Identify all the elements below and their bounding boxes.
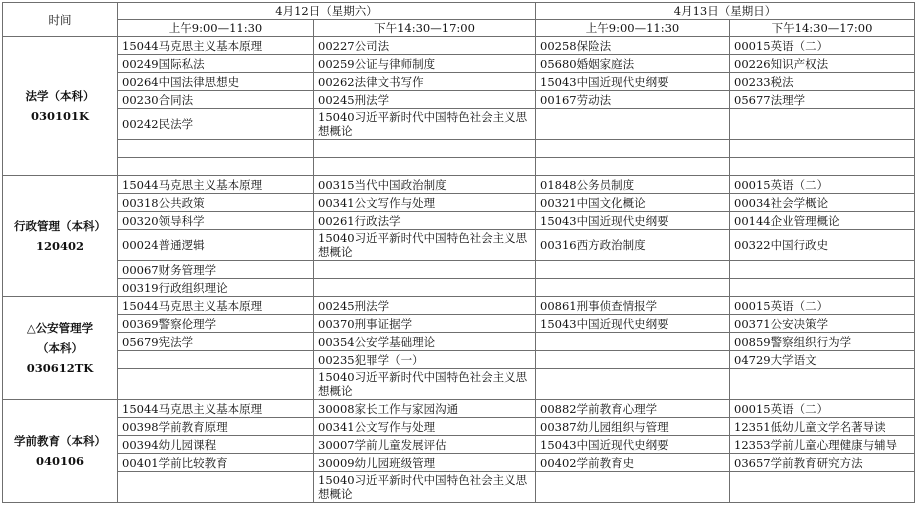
course-cell: 00341公文写作与处理 xyxy=(314,194,536,212)
course-cell: 00261行政法学 xyxy=(314,212,536,230)
day1-pm-header: 下午14:30—17:00 xyxy=(314,20,536,37)
course-cell: 00370刑事证据学 xyxy=(314,315,536,333)
table-row xyxy=(3,194,915,212)
course-cell: 00167劳动法 xyxy=(536,91,730,109)
course-cell: 00258保险法 xyxy=(536,37,730,55)
table-row xyxy=(3,333,915,351)
course-cell: 00235犯罪学（一） xyxy=(314,351,536,369)
course-cell: 00859警察组织行为学 xyxy=(730,333,915,351)
major-name: 法学（本科） xyxy=(25,89,95,103)
course-cell xyxy=(118,158,314,176)
day1-header: 4月12日（星期六） xyxy=(118,3,536,20)
time-header: 时间 xyxy=(3,3,118,37)
major-code: 040106 xyxy=(35,454,84,468)
table-row xyxy=(3,73,915,91)
course-cell: 15040习近平新时代中国特色社会主义思想概论 xyxy=(314,230,536,261)
table-row xyxy=(3,158,915,176)
course-cell: 01848公务员制度 xyxy=(536,176,730,194)
course-cell xyxy=(730,140,915,158)
day1-am-header: 上午9:00—11:30 xyxy=(118,20,314,37)
course-cell: 00319行政组织理论 xyxy=(118,279,314,297)
table-row xyxy=(3,436,915,454)
course-cell xyxy=(118,472,314,503)
course-cell: 03657学前教育研究方法 xyxy=(730,454,915,472)
day2-am-header: 上午9:00—11:30 xyxy=(536,20,730,37)
course-cell xyxy=(536,369,730,400)
course-cell: 00015英语（二） xyxy=(730,400,915,418)
course-cell xyxy=(314,158,536,176)
major-name: 学前教育（本科） xyxy=(14,434,106,448)
course-cell: 04729大学语文 xyxy=(730,351,915,369)
course-cell: 00227公司法 xyxy=(314,37,536,55)
course-cell xyxy=(118,140,314,158)
table-row xyxy=(3,212,915,230)
course-cell: 00320领导科学 xyxy=(118,212,314,230)
course-cell: 15040习近平新时代中国特色社会主义思想概论 xyxy=(314,109,536,140)
major-cell xyxy=(3,176,118,297)
course-cell xyxy=(314,279,536,297)
course-cell xyxy=(730,158,915,176)
major-name: 行政管理（本科） xyxy=(14,219,106,233)
course-cell: 30007学前儿童发展评估 xyxy=(314,436,536,454)
course-cell: 30009幼儿园班级管理 xyxy=(314,454,536,472)
course-cell: 12351低幼儿童文学名著导读 xyxy=(730,418,915,436)
major-name: △公安管理学 xyxy=(26,321,94,335)
table-row xyxy=(3,351,915,369)
table-row xyxy=(3,176,915,194)
course-cell: 15044马克思主义基本原理 xyxy=(118,297,314,315)
table-row xyxy=(3,297,915,315)
course-cell: 15043中国近现代史纲要 xyxy=(536,315,730,333)
course-cell: 15043中国近现代史纲要 xyxy=(536,212,730,230)
table-row xyxy=(3,315,915,333)
course-cell: 05680婚姻家庭法 xyxy=(536,55,730,73)
course-cell xyxy=(730,109,915,140)
table-row xyxy=(3,418,915,436)
course-cell: 00322中国行政史 xyxy=(730,230,915,261)
table-row xyxy=(3,454,915,472)
course-cell: 00034社会学概论 xyxy=(730,194,915,212)
course-cell xyxy=(536,158,730,176)
course-cell: 00226知识产权法 xyxy=(730,55,915,73)
course-cell: 00398学前教育原理 xyxy=(118,418,314,436)
course-cell: 00369警察伦理学 xyxy=(118,315,314,333)
table-row xyxy=(3,109,915,140)
course-cell: 00249国际私法 xyxy=(118,55,314,73)
major-cell xyxy=(3,297,118,400)
course-cell xyxy=(730,369,915,400)
table-row xyxy=(3,140,915,158)
course-cell: 00387幼儿园组织与管理 xyxy=(536,418,730,436)
course-cell: 00315当代中国政治制度 xyxy=(314,176,536,194)
course-cell: 30008家长工作与家园沟通 xyxy=(314,400,536,418)
table-row xyxy=(3,37,915,55)
course-cell: 15040习近平新时代中国特色社会主义思想概论 xyxy=(314,472,536,503)
major-cell xyxy=(3,400,118,503)
course-cell: 00015英语（二） xyxy=(730,176,915,194)
table-row xyxy=(3,55,915,73)
major-code: 120402 xyxy=(35,239,84,253)
course-cell: 15044马克思主义基本原理 xyxy=(118,37,314,55)
course-cell: 00371公安决策学 xyxy=(730,315,915,333)
course-cell: 00321中国文化概论 xyxy=(536,194,730,212)
course-cell: 05677法理学 xyxy=(730,91,915,109)
course-cell: 00264中国法律思想史 xyxy=(118,73,314,91)
course-cell xyxy=(314,140,536,158)
schedule-table xyxy=(2,2,915,503)
course-cell: 00394幼儿园课程 xyxy=(118,436,314,454)
course-cell xyxy=(730,279,915,297)
course-cell: 00144企业管理概论 xyxy=(730,212,915,230)
course-cell: 00245刑法学 xyxy=(314,297,536,315)
course-cell: 15044马克思主义基本原理 xyxy=(118,400,314,418)
table-row xyxy=(3,261,915,279)
course-cell xyxy=(536,140,730,158)
course-cell: 00262法律文书写作 xyxy=(314,73,536,91)
table-row xyxy=(3,400,915,418)
course-cell xyxy=(118,351,314,369)
day2-header: 4月13日（星期日） xyxy=(536,3,915,20)
course-cell: 15043中国近现代史纲要 xyxy=(536,436,730,454)
major-code: （本科）030612TK xyxy=(26,341,94,375)
course-cell xyxy=(536,333,730,351)
course-cell xyxy=(536,109,730,140)
course-cell: 00015英语（二） xyxy=(730,297,915,315)
course-cell: 00233税法 xyxy=(730,73,915,91)
course-cell: 00245刑法学 xyxy=(314,91,536,109)
course-cell: 15043中国近现代史纲要 xyxy=(536,73,730,91)
course-cell: 00024普通逻辑 xyxy=(118,230,314,261)
course-cell: 00242民法学 xyxy=(118,109,314,140)
major-code: 030101K xyxy=(30,109,89,123)
course-cell: 00401学前比较教育 xyxy=(118,454,314,472)
course-cell: 00318公共政策 xyxy=(118,194,314,212)
course-cell: 15040习近平新时代中国特色社会主义思想概论 xyxy=(314,369,536,400)
course-cell: 12353学前儿童心理健康与辅导 xyxy=(730,436,915,454)
course-cell: 00402学前教育史 xyxy=(536,454,730,472)
table-row xyxy=(3,91,915,109)
course-cell xyxy=(536,279,730,297)
course-cell: 05679宪法学 xyxy=(118,333,314,351)
course-cell: 15044马克思主义基本原理 xyxy=(118,176,314,194)
course-cell: 00316西方政治制度 xyxy=(536,230,730,261)
course-cell: 00230合同法 xyxy=(118,91,314,109)
course-cell xyxy=(730,261,915,279)
table-row xyxy=(3,279,915,297)
major-cell xyxy=(3,37,118,176)
course-cell xyxy=(118,369,314,400)
table-row xyxy=(3,472,915,503)
course-cell xyxy=(536,472,730,503)
course-cell: 00861刑事侦查情报学 xyxy=(536,297,730,315)
table-row xyxy=(3,369,915,400)
course-cell: 00259公证与律师制度 xyxy=(314,55,536,73)
schedule-body xyxy=(3,37,915,503)
course-cell: 00882学前教育心理学 xyxy=(536,400,730,418)
table-row xyxy=(3,230,915,261)
course-cell xyxy=(536,351,730,369)
course-cell: 00067财务管理学 xyxy=(118,261,314,279)
course-cell xyxy=(314,261,536,279)
course-cell xyxy=(730,472,915,503)
course-cell xyxy=(536,261,730,279)
course-cell: 00341公文写作与处理 xyxy=(314,418,536,436)
course-cell: 00354公安学基础理论 xyxy=(314,333,536,351)
course-cell: 00015英语（二） xyxy=(730,37,915,55)
day2-pm-header: 下午14:30—17:00 xyxy=(730,20,915,37)
